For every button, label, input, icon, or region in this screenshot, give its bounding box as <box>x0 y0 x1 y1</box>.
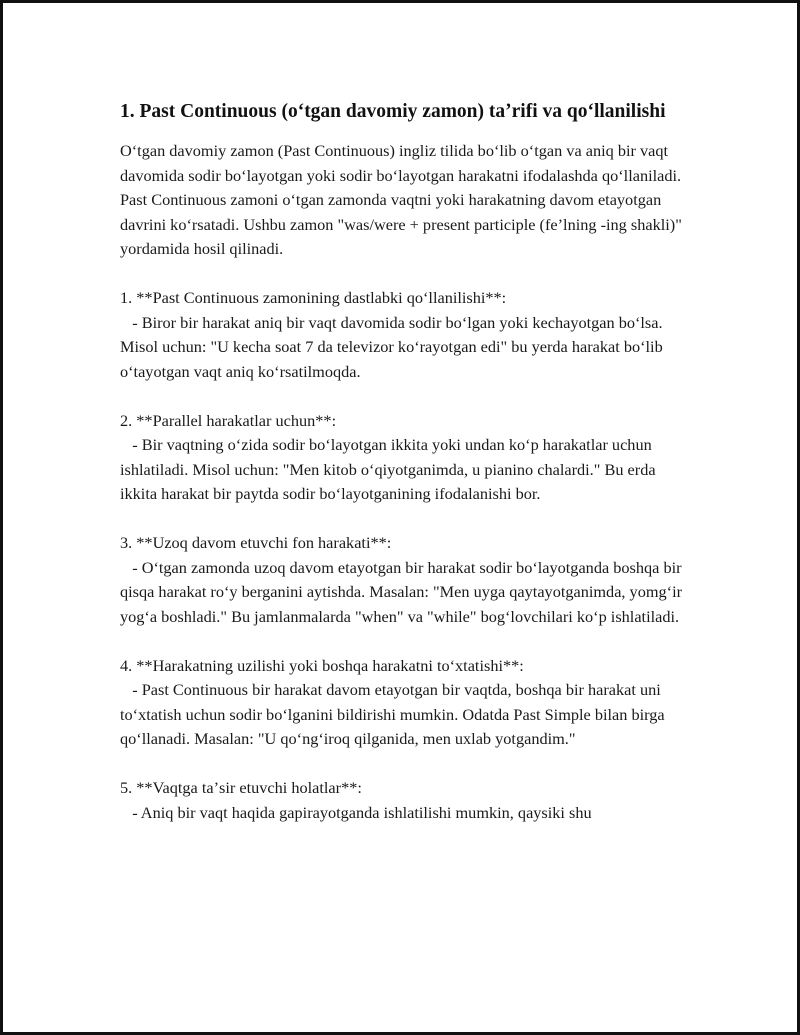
body-text: Oʻtgan davomiy zamon (Past Continuous) ingliz tilida boʻlib oʻtgan va aniq bir vaqt davomida sodir boʻlayotgan yoki sodir boʻlayotgan harakatni ifodalashda qoʻllaniladi. Past Continuous zamoni oʻtgan zamonda vaqtni yoki harakatning davom etayotgan davrini koʻrsatadi. Ushbu zamon "was/were + present participle (feʼlning -ing shakli)" yordamida hosil qilinadi. 1. **Past Continuous zamonining dastlabki qoʻllanilishi**: - Biror bir harakat aniq bir vaqt davomida sodir boʻlgan yoki kechayotgan boʻlsa. Misol uchun: "U kecha soat 7 da televizor koʻrayotgan edi" bu yerda harakat boʻlib oʻtayotgan vaqt aniq koʻrsatilmoqda. 2. **Parallel harakatlar uchun**: - Bir vaqtning oʻzida sodir boʻlayotgan ikkita yoki undan koʻp harakatlar uchun ishlatiladi. Misol uchun: "Men kitob oʻqiyotganimda, u pianino chalardi." Bu erda ikkita harakat bir paytda sodir boʻlayotganining ifodalanishi bor. 3. **Uzoq davom etuvchi fon harakati**: - Oʻtgan zamonda uzoq davom etayotgan bir harakat sodir boʻlayotganda boshqa bir qisqa harakat roʻy berganini aytishda. Masalan: "Men uyga qaytayotganimda, yomgʻir yogʻa boshladi." Bu jamlanmalarda "when" va "while" bogʻlovchilari koʻp ishlatiladi. 4. **Harakatning uzilishi yoki boshqa harakatni toʻxtatishi**: - Past Continuous bir harakat davom etayotgan bir vaqtda, boshqa bir harakat uni toʻxtatish uchun sodir boʻlganini bildirishi mumkin. Odatda Past Simple bilan birga qoʻllanadi. Masalan: "U qoʻngʻiroq qilganida, men uxlab yotgandim." 5. **Vaqtga taʼsir etuvchi holatlar**: - Aniq bir vaqt haqida gapirayotganda ishlatilishi mumkin, qaysiki shu <box>120 141 683 822</box>
section-heading: 1. Past Continuous (oʻtgan davomiy zamon) taʼrifi va qoʻllanilishi <box>120 101 666 122</box>
